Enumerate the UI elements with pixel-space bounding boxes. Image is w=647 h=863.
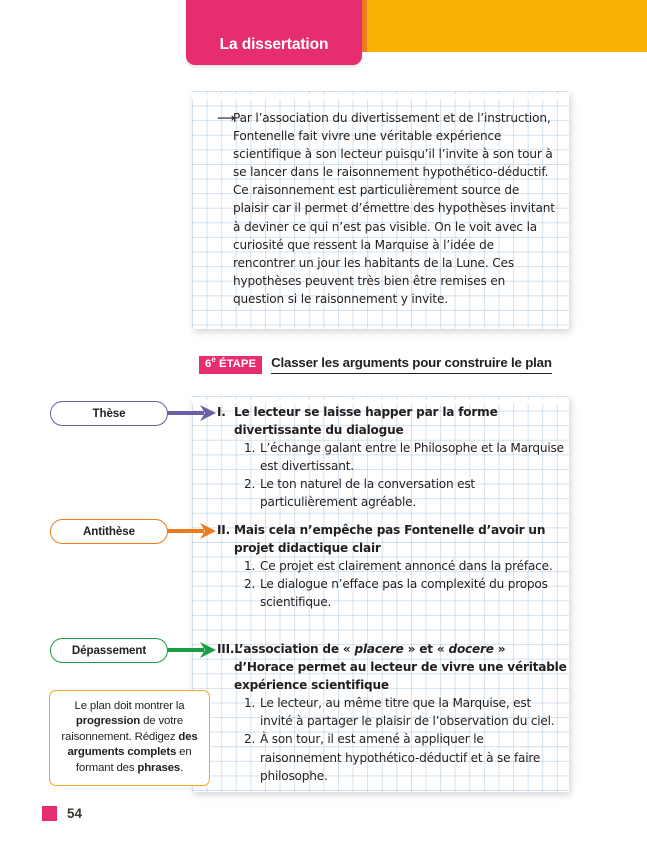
tip-line-3: raisonnement. Rédigez [61, 730, 176, 743]
step-badge [199, 356, 262, 373]
plan-part-3-heading [217, 640, 567, 694]
arrow-right-icon: ⟶ [217, 110, 235, 125]
plan-part-3-sub-1 [244, 694, 567, 730]
excerpt-paragraph: Par l’association du divertissement et de l’instruction, Fontenelle fait vivre une véritable expérience scientifique à son lecteur puisqu’il l’invite à son tour à se lancer dans le raisonnement hypothético-déductif. Ce raisonnement est particulièrement source de plaisir car il permet d’émettre des hypothèses invitant à deviner ce qui n’est pas visible. On le voit avec la curiosité que ressent la Marquise à l’idée de rencontrer un jour les habitants de la Lune. Ces hypothèses peuvent très bien être remises en question si le raisonnement y invite. [233, 111, 555, 306]
sub-text: Le dialogue n’efface pas la complexité du propos scientifique. [260, 577, 548, 610]
excerpt-notebook-sheet [192, 91, 569, 329]
plan-part-3-subs [217, 694, 567, 784]
plan-part-1-sub-2 [244, 475, 567, 511]
heading-post: » d’Horace permet au lecteur de vivre une véritable expérience scientifique [234, 642, 567, 693]
plan-part-1-subs [217, 439, 567, 511]
tip-line-5-post: . [180, 761, 184, 774]
label-antithese: Antithèse [50, 519, 168, 544]
sub-text: Ce projet est clairement annoncé dans la préface. [260, 559, 553, 574]
heading-latin-docere: docere [448, 642, 494, 656]
chapter-tab-label: La dissertation [219, 36, 329, 53]
plan-part-1 [217, 403, 567, 512]
tip-box [49, 690, 210, 786]
plan-part-1-heading [217, 403, 567, 439]
tip-line-1: Le plan doit montrer [74, 700, 173, 712]
arrow-antithese-icon [160, 521, 220, 541]
plan-part-1-heading-text: Le lecteur se laisse happer par la forme divertissante du dialogue [234, 405, 498, 438]
plan-part-2-heading [217, 521, 567, 557]
plan-part-2-heading-text: Mais cela n’empêche pas Fontenelle d’avoir un projet didactique clair [234, 523, 546, 556]
sub-number: 2. [244, 577, 256, 592]
heading-pre: L’association de « [234, 642, 355, 656]
chapter-tab [186, 0, 362, 65]
step-title: Classer les arguments pour construire le plan [271, 356, 552, 374]
plan-part-2-sub-1 [244, 557, 567, 575]
plan-part-3-sub-2 [244, 730, 567, 784]
header-yellow-bar [366, 0, 647, 52]
tip-bold-arguments: des arguments complets [67, 730, 198, 759]
page-footer [42, 806, 82, 821]
plan-part-2 [217, 521, 567, 611]
heading-latin-placere: placere [354, 642, 404, 656]
heading-mid: » et « [403, 642, 449, 656]
excerpt-text-block [217, 109, 557, 308]
plan-part-3-numeral: III. [217, 642, 235, 656]
sub-number: 2. [244, 477, 256, 492]
tip-bold-progression: progression [75, 715, 141, 728]
tip-line-2-post: de votre [140, 715, 184, 728]
plan-part-1-numeral: I. [217, 405, 226, 419]
label-depassement: Dépassement [50, 638, 168, 663]
page-header [0, 0, 647, 70]
plan-part-1-sub-1 [244, 439, 567, 475]
tip-bold-phrases: phrases [137, 761, 181, 774]
tip-line-2-pre: la [175, 700, 185, 712]
plan-part-3 [217, 640, 567, 785]
arrow-these-icon [160, 403, 220, 423]
sub-text: À son tour, il est amené à appliquer le raisonnement hypothético-déductif et à se faire philosophe. [260, 732, 541, 783]
tip-line-5-pre: en formant des [75, 746, 192, 774]
footer-marker-icon [42, 806, 57, 821]
sub-number: 1. [244, 696, 256, 711]
plan-part-2-sub-2 [244, 575, 567, 611]
sub-number: 1. [244, 441, 256, 456]
sub-number: 2. [244, 732, 256, 747]
step-badge-number: 6 [205, 357, 212, 370]
step-badge-exponent: e [211, 354, 216, 364]
sheet-torn-top-edge [192, 90, 569, 99]
sub-text: Le ton naturel de la conversation est particulièrement agréable. [260, 477, 475, 510]
sub-number: 1. [244, 559, 256, 574]
arrow-depassement-icon [160, 640, 220, 660]
sub-text: L’échange galant entre le Philosophe et la Marquise est divertissant. [260, 441, 564, 474]
plan-part-2-subs [217, 557, 567, 611]
sub-text: Le lecteur, au même titre que la Marquise, est invité à partager le plaisir de l’observation du ciel. [260, 696, 555, 729]
plan-part-2-numeral: II. [217, 523, 230, 537]
page-number: 54 [67, 806, 83, 821]
step-badge-word: ÉTAPE [218, 357, 257, 370]
label-these: Thèse [50, 401, 168, 426]
step-heading-row [199, 356, 552, 374]
